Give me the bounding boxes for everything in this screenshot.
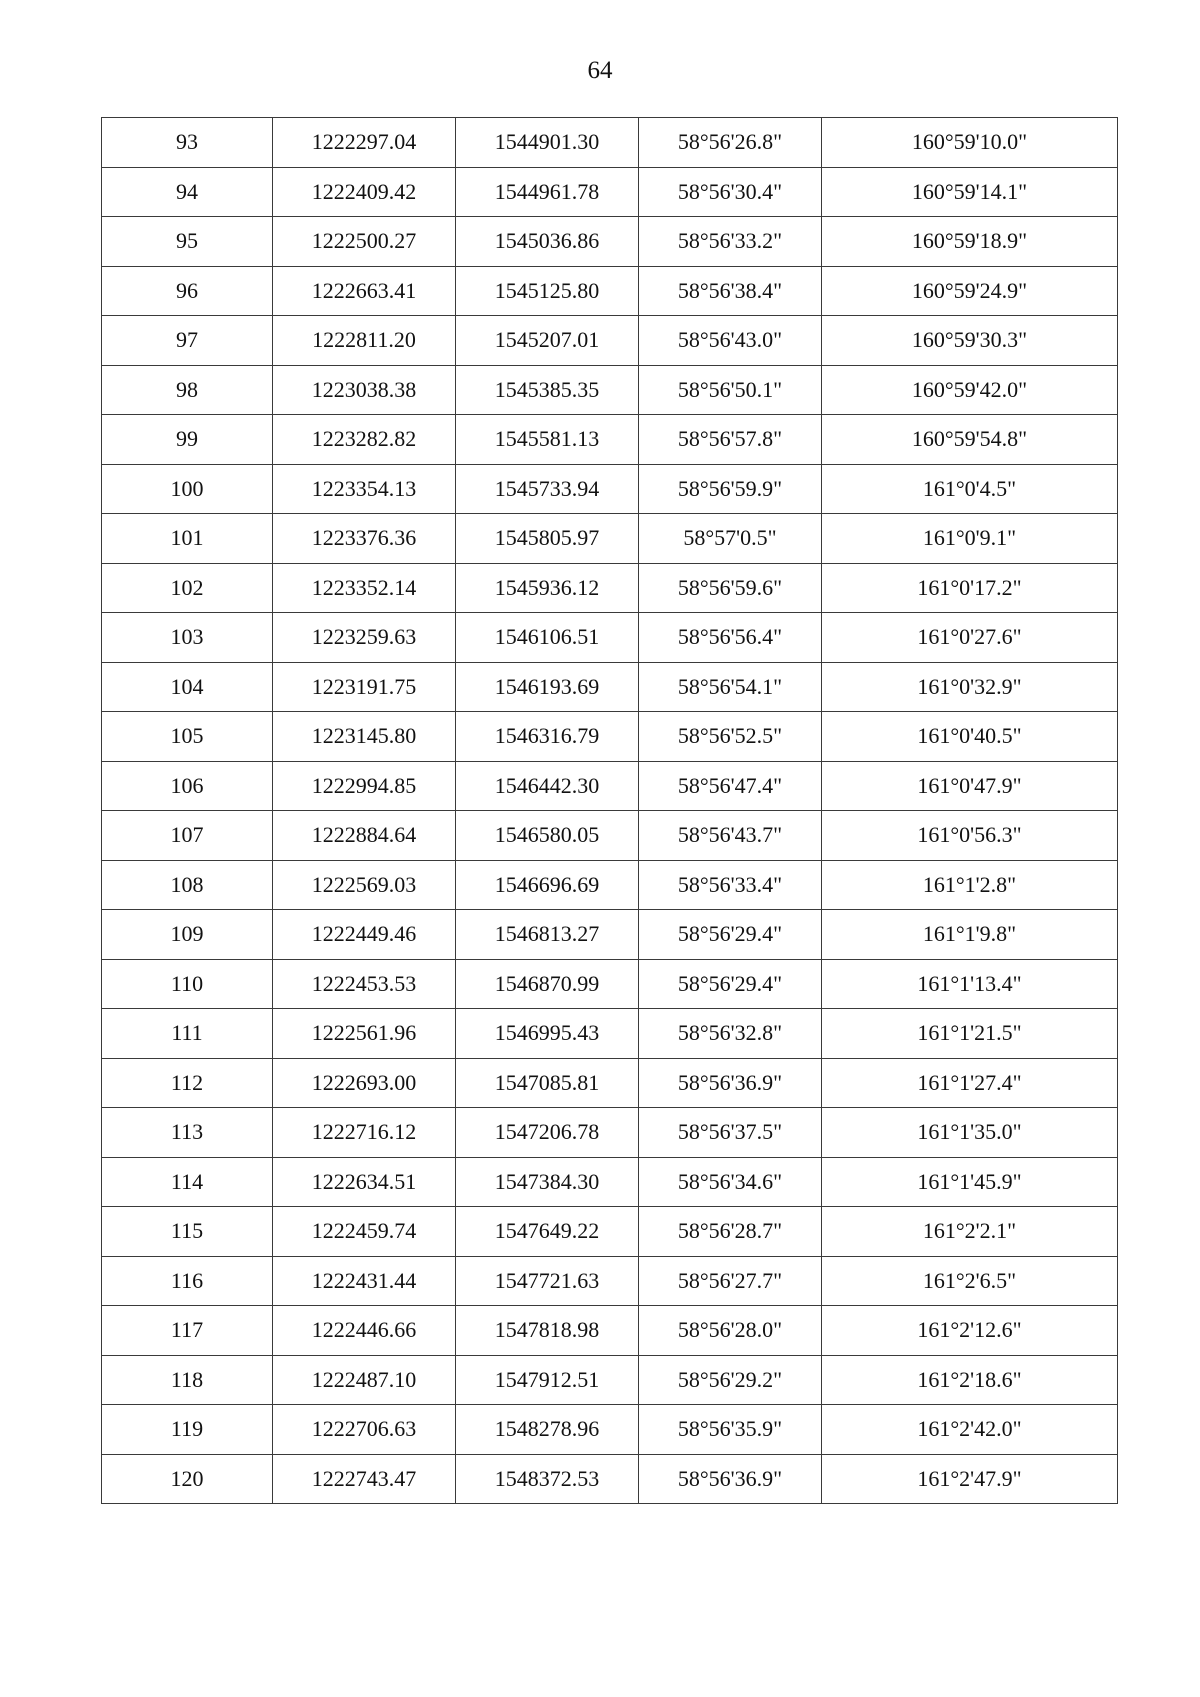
longitude-cell: 161°0'32.9": [822, 662, 1118, 712]
point-number-cell: 98: [102, 365, 273, 415]
latitude-cell: 58°56'29.2": [639, 1355, 822, 1405]
table-row: [102, 217, 1118, 267]
latitude-cell: 58°56'27.7": [639, 1256, 822, 1306]
table-row: [102, 662, 1118, 712]
x-coordinate-cell: 1222453.53: [273, 959, 456, 1009]
longitude-cell: 161°1'21.5": [822, 1009, 1118, 1059]
table-row: [102, 1058, 1118, 1108]
longitude-cell: 161°0'4.5": [822, 464, 1118, 514]
y-coordinate-cell: 1547818.98: [456, 1306, 639, 1356]
longitude-cell: 161°1'27.4": [822, 1058, 1118, 1108]
y-coordinate-cell: 1546193.69: [456, 662, 639, 712]
y-coordinate-cell: 1546580.05: [456, 811, 639, 861]
x-coordinate-cell: 1223354.13: [273, 464, 456, 514]
x-coordinate-cell: 1222459.74: [273, 1207, 456, 1257]
point-number-cell: 101: [102, 514, 273, 564]
table-row: [102, 959, 1118, 1009]
latitude-cell: 58°56'57.8": [639, 415, 822, 465]
y-coordinate-cell: 1544961.78: [456, 167, 639, 217]
x-coordinate-cell: 1222663.41: [273, 266, 456, 316]
longitude-cell: 160°59'24.9": [822, 266, 1118, 316]
point-number-cell: 96: [102, 266, 273, 316]
latitude-cell: 58°56'29.4": [639, 910, 822, 960]
point-number-cell: 112: [102, 1058, 273, 1108]
longitude-cell: 161°1'2.8": [822, 860, 1118, 910]
table-row: [102, 1454, 1118, 1504]
point-number-cell: 114: [102, 1157, 273, 1207]
x-coordinate-cell: 1223352.14: [273, 563, 456, 613]
x-coordinate-cell: 1223282.82: [273, 415, 456, 465]
longitude-cell: 160°59'10.0": [822, 118, 1118, 168]
longitude-cell: 161°2'6.5": [822, 1256, 1118, 1306]
x-coordinate-cell: 1222446.66: [273, 1306, 456, 1356]
table-row: [102, 415, 1118, 465]
table-row: [102, 613, 1118, 663]
latitude-cell: 58°56'33.4": [639, 860, 822, 910]
latitude-cell: 58°56'36.9": [639, 1058, 822, 1108]
longitude-cell: 160°59'54.8": [822, 415, 1118, 465]
x-coordinate-cell: 1222693.00: [273, 1058, 456, 1108]
x-coordinate-cell: 1222706.63: [273, 1405, 456, 1455]
y-coordinate-cell: 1545733.94: [456, 464, 639, 514]
latitude-cell: 58°56'33.2": [639, 217, 822, 267]
y-coordinate-cell: 1547912.51: [456, 1355, 639, 1405]
latitude-cell: 58°56'50.1": [639, 365, 822, 415]
latitude-cell: 58°56'26.8": [639, 118, 822, 168]
longitude-cell: 161°2'47.9": [822, 1454, 1118, 1504]
x-coordinate-cell: 1222716.12: [273, 1108, 456, 1158]
latitude-cell: 58°56'29.4": [639, 959, 822, 1009]
y-coordinate-cell: 1545805.97: [456, 514, 639, 564]
point-number-cell: 116: [102, 1256, 273, 1306]
point-number-cell: 93: [102, 118, 273, 168]
table-row: [102, 1157, 1118, 1207]
point-number-cell: 111: [102, 1009, 273, 1059]
table-row: [102, 860, 1118, 910]
point-number-cell: 108: [102, 860, 273, 910]
table-row: [102, 1355, 1118, 1405]
longitude-cell: 161°0'56.3": [822, 811, 1118, 861]
y-coordinate-cell: 1548372.53: [456, 1454, 639, 1504]
point-number-cell: 115: [102, 1207, 273, 1257]
x-coordinate-cell: 1223191.75: [273, 662, 456, 712]
table-row: [102, 1009, 1118, 1059]
longitude-cell: 161°2'12.6": [822, 1306, 1118, 1356]
x-coordinate-cell: 1223376.36: [273, 514, 456, 564]
point-number-cell: 113: [102, 1108, 273, 1158]
table-row: [102, 167, 1118, 217]
latitude-cell: 58°56'38.4": [639, 266, 822, 316]
table-row: [102, 1108, 1118, 1158]
y-coordinate-cell: 1547649.22: [456, 1207, 639, 1257]
x-coordinate-cell: 1222994.85: [273, 761, 456, 811]
latitude-cell: 58°56'59.6": [639, 563, 822, 613]
point-number-cell: 120: [102, 1454, 273, 1504]
point-number-cell: 106: [102, 761, 273, 811]
latitude-cell: 58°56'43.0": [639, 316, 822, 366]
latitude-cell: 58°56'47.4": [639, 761, 822, 811]
latitude-cell: 58°56'28.7": [639, 1207, 822, 1257]
x-coordinate-cell: 1222561.96: [273, 1009, 456, 1059]
longitude-cell: 160°59'18.9": [822, 217, 1118, 267]
table-row: [102, 1405, 1118, 1455]
x-coordinate-cell: 1222743.47: [273, 1454, 456, 1504]
longitude-cell: 161°1'9.8": [822, 910, 1118, 960]
coordinates-table: [101, 117, 1118, 1504]
y-coordinate-cell: 1548278.96: [456, 1405, 639, 1455]
y-coordinate-cell: 1546870.99: [456, 959, 639, 1009]
latitude-cell: 58°56'32.8": [639, 1009, 822, 1059]
longitude-cell: 161°0'17.2": [822, 563, 1118, 613]
point-number-cell: 105: [102, 712, 273, 762]
x-coordinate-cell: 1222297.04: [273, 118, 456, 168]
table-row: [102, 266, 1118, 316]
table-row: [102, 910, 1118, 960]
x-coordinate-cell: 1222811.20: [273, 316, 456, 366]
latitude-cell: 58°56'43.7": [639, 811, 822, 861]
y-coordinate-cell: 1544901.30: [456, 118, 639, 168]
x-coordinate-cell: 1222431.44: [273, 1256, 456, 1306]
point-number-cell: 94: [102, 167, 273, 217]
y-coordinate-cell: 1545125.80: [456, 266, 639, 316]
table-row: [102, 712, 1118, 762]
longitude-cell: 161°2'42.0": [822, 1405, 1118, 1455]
point-number-cell: 119: [102, 1405, 273, 1455]
point-number-cell: 107: [102, 811, 273, 861]
y-coordinate-cell: 1545581.13: [456, 415, 639, 465]
longitude-cell: 161°0'40.5": [822, 712, 1118, 762]
latitude-cell: 58°56'28.0": [639, 1306, 822, 1356]
point-number-cell: 110: [102, 959, 273, 1009]
latitude-cell: 58°56'37.5": [639, 1108, 822, 1158]
y-coordinate-cell: 1546106.51: [456, 613, 639, 663]
point-number-cell: 104: [102, 662, 273, 712]
x-coordinate-cell: 1222569.03: [273, 860, 456, 910]
y-coordinate-cell: 1546995.43: [456, 1009, 639, 1059]
longitude-cell: 161°2'18.6": [822, 1355, 1118, 1405]
longitude-cell: 161°0'27.6": [822, 613, 1118, 663]
table-row: [102, 464, 1118, 514]
y-coordinate-cell: 1546442.30: [456, 761, 639, 811]
table-row: [102, 514, 1118, 564]
y-coordinate-cell: 1547384.30: [456, 1157, 639, 1207]
point-number-cell: 103: [102, 613, 273, 663]
y-coordinate-cell: 1545036.86: [456, 217, 639, 267]
latitude-cell: 58°56'52.5": [639, 712, 822, 762]
table-row: [102, 563, 1118, 613]
x-coordinate-cell: 1223038.38: [273, 365, 456, 415]
y-coordinate-cell: 1547721.63: [456, 1256, 639, 1306]
table-row: [102, 118, 1118, 168]
longitude-cell: 161°1'45.9": [822, 1157, 1118, 1207]
longitude-cell: 161°1'13.4": [822, 959, 1118, 1009]
table-row: [102, 811, 1118, 861]
point-number-cell: 100: [102, 464, 273, 514]
point-number-cell: 97: [102, 316, 273, 366]
point-number-cell: 118: [102, 1355, 273, 1405]
page-number: 64: [587, 57, 613, 84]
point-number-cell: 99: [102, 415, 273, 465]
point-number-cell: 102: [102, 563, 273, 613]
longitude-cell: 160°59'42.0": [822, 365, 1118, 415]
x-coordinate-cell: 1222634.51: [273, 1157, 456, 1207]
point-number-cell: 95: [102, 217, 273, 267]
x-coordinate-cell: 1222409.42: [273, 167, 456, 217]
longitude-cell: 161°0'47.9": [822, 761, 1118, 811]
table-row: [102, 316, 1118, 366]
longitude-cell: 161°1'35.0": [822, 1108, 1118, 1158]
latitude-cell: 58°56'30.4": [639, 167, 822, 217]
latitude-cell: 58°56'34.6": [639, 1157, 822, 1207]
y-coordinate-cell: 1546813.27: [456, 910, 639, 960]
latitude-cell: 58°56'54.1": [639, 662, 822, 712]
longitude-cell: 160°59'30.3": [822, 316, 1118, 366]
point-number-cell: 117: [102, 1306, 273, 1356]
x-coordinate-cell: 1222500.27: [273, 217, 456, 267]
x-coordinate-cell: 1223145.80: [273, 712, 456, 762]
table-row: [102, 1207, 1118, 1257]
x-coordinate-cell: 1222884.64: [273, 811, 456, 861]
table-row: [102, 365, 1118, 415]
longitude-cell: 160°59'14.1": [822, 167, 1118, 217]
x-coordinate-cell: 1223259.63: [273, 613, 456, 663]
latitude-cell: 58°57'0.5": [639, 514, 822, 564]
latitude-cell: 58°56'36.9": [639, 1454, 822, 1504]
x-coordinate-cell: 1222487.10: [273, 1355, 456, 1405]
y-coordinate-cell: 1546696.69: [456, 860, 639, 910]
table-row: [102, 1306, 1118, 1356]
latitude-cell: 58°56'35.9": [639, 1405, 822, 1455]
latitude-cell: 58°56'59.9": [639, 464, 822, 514]
y-coordinate-cell: 1545385.35: [456, 365, 639, 415]
y-coordinate-cell: 1545936.12: [456, 563, 639, 613]
longitude-cell: 161°0'9.1": [822, 514, 1118, 564]
x-coordinate-cell: 1222449.46: [273, 910, 456, 960]
latitude-cell: 58°56'56.4": [639, 613, 822, 663]
y-coordinate-cell: 1546316.79: [456, 712, 639, 762]
y-coordinate-cell: 1547206.78: [456, 1108, 639, 1158]
point-number-cell: 109: [102, 910, 273, 960]
y-coordinate-cell: 1547085.81: [456, 1058, 639, 1108]
table-row: [102, 761, 1118, 811]
table-row: [102, 1256, 1118, 1306]
longitude-cell: 161°2'2.1": [822, 1207, 1118, 1257]
y-coordinate-cell: 1545207.01: [456, 316, 639, 366]
coordinates-table-body: [102, 118, 1118, 1504]
